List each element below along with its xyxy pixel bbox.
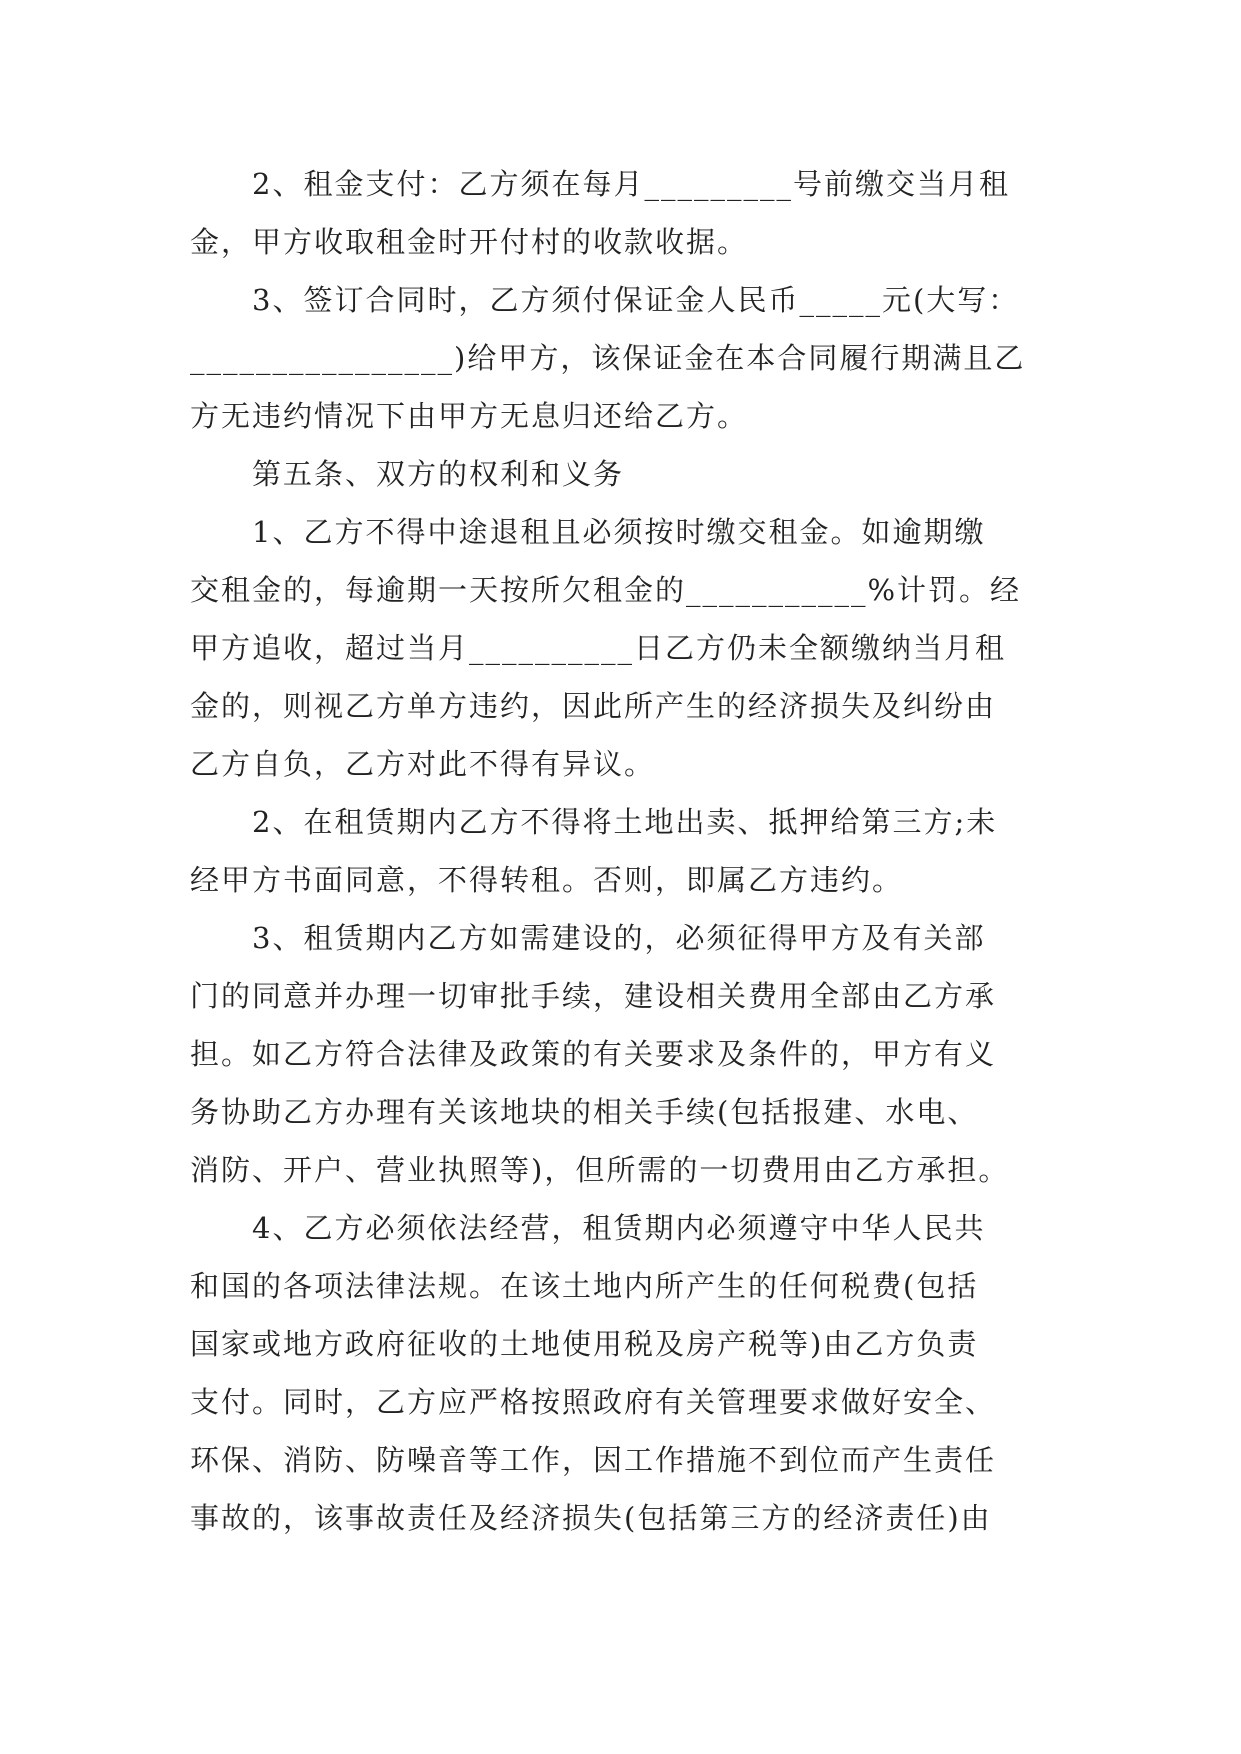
text-line: 第五条、双方的权利和义务 bbox=[252, 457, 625, 491]
text-line: 事故的，该事故责任及经济损失(包括第三方的经济责任)由 bbox=[190, 1501, 992, 1535]
text-line: 环保、消防、防噪音等工作，因工作措施不到位而产生责任 bbox=[190, 1443, 997, 1477]
text-line: 甲方追收，超过当月__________日乙方仍未全额缴纳当月租 bbox=[190, 631, 1007, 665]
text-line: 4、乙方必须依法经营，租赁期内必须遵守中华人民共 bbox=[252, 1211, 986, 1245]
text-line: 交租金的，每逾期一天按所欠租金的___________%计罚。经 bbox=[190, 573, 1022, 607]
text-line: 消防、开户、营业执照等)，但所需的一切费用由乙方承担。 bbox=[190, 1153, 1010, 1187]
text-line: 担。如乙方符合法律及政策的有关要求及条件的，甲方有义 bbox=[190, 1037, 997, 1071]
text-line: 方无违约情况下由甲方无息归还给乙方。 bbox=[190, 399, 749, 433]
text-line: 金的，则视乙方单方违约，因此所产生的经济损失及纠纷由 bbox=[190, 689, 997, 723]
text-line: 2、在租赁期内乙方不得将土地出卖、抵押给第三方;未 bbox=[252, 805, 998, 839]
text-line: 国家或地方政府征收的土地使用税及房产税等)由乙方负责 bbox=[190, 1327, 979, 1361]
text-line: 金，甲方收取租金时开付村的收款收据。 bbox=[190, 225, 749, 259]
text-line: 门的同意并办理一切审批手续，建设相关费用全部由乙方承 bbox=[190, 979, 997, 1013]
text-line: 和国的各项法律法规。在该土地内所产生的任何税费(包括 bbox=[190, 1269, 979, 1303]
text-line: ________________)给甲方，该保证金在本合同履行期满且乙 bbox=[190, 341, 1026, 375]
text-line: 2、租金支付：乙方须在每月_________号前缴交当月租 bbox=[252, 167, 1010, 201]
text-line: 1、乙方不得中途退租且必须按时缴交租金。如逾期缴 bbox=[252, 515, 986, 549]
contract-text-body bbox=[190, 155, 1060, 1547]
text-line: 支付。同时，乙方应严格按照政府有关管理要求做好安全、 bbox=[190, 1385, 997, 1419]
text-line: 务协助乙方办理有关该地块的相关手续(包括报建、水电、 bbox=[190, 1095, 979, 1129]
text-line: 3、签订合同时，乙方须付保证金人民币_____元(大写： bbox=[252, 283, 1020, 317]
text-line: 3、租赁期内乙方如需建设的，必须征得甲方及有关部 bbox=[252, 921, 986, 955]
text-line: 经甲方书面同意，不得转租。否则，即属乙方违约。 bbox=[190, 863, 904, 897]
text-line: 乙方自负，乙方对此不得有异议。 bbox=[190, 747, 656, 781]
